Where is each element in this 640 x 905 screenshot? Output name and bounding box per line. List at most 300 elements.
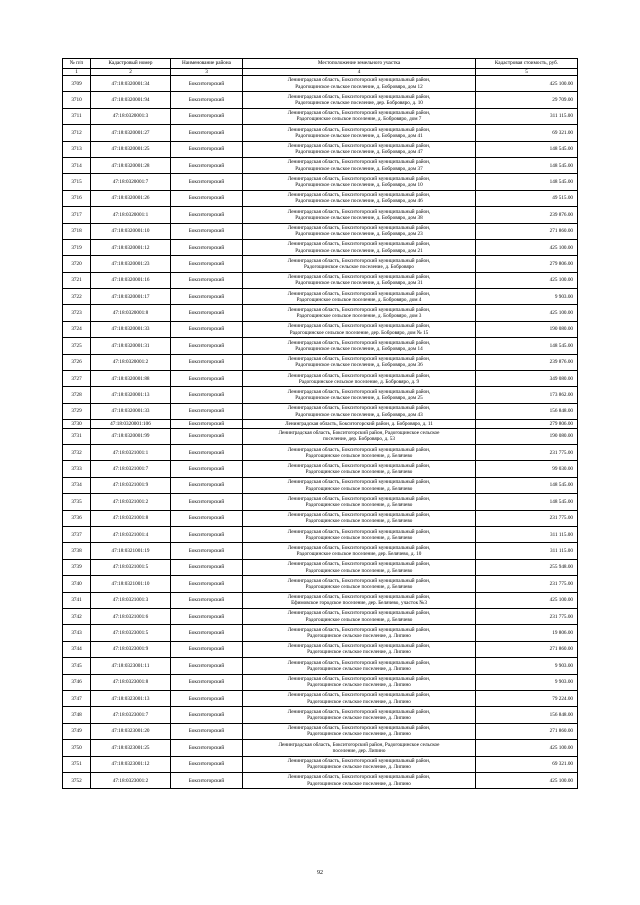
table-row bbox=[63, 92, 578, 108]
table-row bbox=[63, 674, 578, 690]
table-row bbox=[63, 723, 578, 739]
cadastral-number-cell: 47:18:0320001:33 bbox=[91, 403, 171, 419]
location-cell bbox=[243, 625, 476, 641]
location-line: Ленинградская область, Бокситогорский муниципальный район, bbox=[287, 110, 431, 117]
location-cell bbox=[243, 338, 476, 354]
location-line: Радогощинское сельское поселение, д. Белячево bbox=[305, 567, 413, 574]
location-line: Радогощинское сельское поселение, д. Бобровяро, дом 41 bbox=[295, 132, 423, 139]
cadastral-number-cell: 47:18:0320001:8 bbox=[91, 305, 171, 321]
cadastral-number-cell: 47:18:0321001:3 bbox=[91, 592, 171, 608]
location-line: Радогощинское сельское поселение, д. Липино bbox=[307, 780, 411, 787]
location-line: Ефимовское городское поселение, дер. Белячево, участок №3 bbox=[291, 600, 427, 607]
cadastral-number-cell: 47:18:0320001:31 bbox=[91, 338, 171, 354]
district-name-cell: Бокситогорский bbox=[171, 592, 243, 608]
cadastral-number-cell: 47:18:0321001:19 bbox=[91, 543, 171, 559]
cadastral-value-cell: 279 806.00 bbox=[476, 256, 578, 272]
district-name-cell: Бокситогорский bbox=[171, 625, 243, 641]
row-number-cell: 3749 bbox=[63, 723, 91, 739]
table-row bbox=[63, 494, 578, 510]
cadastral-number-cell: 47:18:0321001:6 bbox=[91, 609, 171, 625]
cadastral-number-cell: 47:18:0323001:7 bbox=[91, 707, 171, 723]
location-cell bbox=[243, 609, 476, 625]
cadastral-number-cell: 47:18:0321001:10 bbox=[91, 576, 171, 592]
location-line: Радогощинское сельское поселение, д. Бобровяро, дом 38 bbox=[295, 214, 423, 221]
district-name-cell: Бокситогорский bbox=[171, 371, 243, 387]
table-row bbox=[63, 527, 578, 543]
cadastral-value-cell: 271 860.00 bbox=[476, 641, 578, 657]
row-number-cell: 3728 bbox=[63, 387, 91, 403]
location-cell bbox=[243, 207, 476, 223]
row-number-cell: 3748 bbox=[63, 707, 91, 723]
district-name-cell: Бокситогорский bbox=[171, 609, 243, 625]
location-line: Радогощинское сельское поселение, д. Бобровяро, дом 46 bbox=[295, 198, 423, 205]
location-line: Ленинградская область, Бокситогорский муниципальный район, bbox=[287, 528, 431, 535]
cadastral-number-cell: 47:18:0320001:94 bbox=[91, 92, 171, 108]
table-row bbox=[63, 707, 578, 723]
row-number-cell: 3724 bbox=[63, 321, 91, 337]
table-row bbox=[63, 641, 578, 657]
row-number-cell: 3714 bbox=[63, 157, 91, 173]
cadastral-value-cell: 148 545.00 bbox=[476, 338, 578, 354]
row-number-cell: 3751 bbox=[63, 756, 91, 772]
cadastral-value-cell: 148 545.00 bbox=[476, 141, 578, 157]
cadastral-value-cell: 231 775.00 bbox=[476, 445, 578, 461]
row-number-cell: 3752 bbox=[63, 772, 91, 788]
cadastral-number-cell: 47:18:0320001:25 bbox=[91, 141, 171, 157]
cadastral-value-cell: 231 775.00 bbox=[476, 510, 578, 526]
location-cell bbox=[243, 272, 476, 288]
cadastral-value-cell: 349 080.00 bbox=[476, 371, 578, 387]
cadastral-number-cell: 47:18:0320001:26 bbox=[91, 190, 171, 206]
location-line: Радогощинское сельское поселение, д. Липино bbox=[307, 715, 411, 722]
cadastral-value-cell: 148 545.00 bbox=[476, 157, 578, 173]
location-cell bbox=[243, 174, 476, 190]
location-cell bbox=[243, 543, 476, 559]
row-number-cell: 3718 bbox=[63, 223, 91, 239]
column-index: 1 bbox=[63, 68, 91, 76]
cadastral-number-cell: 47:18:0323001:25 bbox=[91, 740, 171, 756]
table-row bbox=[63, 772, 578, 788]
cadastral-value-cell: 49 515.00 bbox=[476, 190, 578, 206]
location-line: Ленинградская область, Бокситогорский муниципальный район, bbox=[287, 725, 431, 732]
location-cell bbox=[243, 740, 476, 756]
district-name-cell: Бокситогорский bbox=[171, 527, 243, 543]
district-name-cell: Бокситогорский bbox=[171, 256, 243, 272]
district-name-cell: Бокситогорский bbox=[171, 420, 243, 429]
cadastral-value-cell: 9 903.00 bbox=[476, 289, 578, 305]
location-line: Радогощинское сельское поселение, дер. Бобровяро, дом № 15 bbox=[289, 329, 429, 336]
row-number-cell: 3713 bbox=[63, 141, 91, 157]
table-row bbox=[63, 354, 578, 370]
location-cell bbox=[243, 403, 476, 419]
location-line: Ленинградская область, Бокситогорский муниципальный район, bbox=[287, 544, 431, 551]
cadastral-number-cell: 47:18:0321001:9 bbox=[91, 477, 171, 493]
cadastral-value-cell: 255 948.00 bbox=[476, 559, 578, 575]
row-number-cell: 3709 bbox=[63, 76, 91, 92]
location-line: Ленинградская область, Бокситогорский муниципальный район, bbox=[287, 659, 431, 666]
location-line: Радогощинское сельское поселение, д. Бобровяро, дом 12 bbox=[295, 83, 423, 90]
location-line: Радогощинское сельское поселение, д. Белячево bbox=[305, 616, 413, 623]
cadastral-number-cell: 47:18:0320001:7 bbox=[91, 174, 171, 190]
location-line: Ленинградская область, Бокситогорский муниципальный район, bbox=[287, 388, 431, 395]
cadastral-value-cell: 425 100.00 bbox=[476, 272, 578, 288]
location-cell bbox=[243, 772, 476, 788]
table-row bbox=[63, 289, 578, 305]
row-number-cell: 3719 bbox=[63, 239, 91, 255]
page-number: 92 bbox=[317, 870, 323, 876]
location-line: поселение, дер. Бобровяро, д. 53 bbox=[322, 436, 395, 443]
row-number-cell: 3721 bbox=[63, 272, 91, 288]
cadastral-value-cell: 425 100.00 bbox=[476, 239, 578, 255]
district-name-cell: Бокситогорский bbox=[171, 772, 243, 788]
table-row bbox=[63, 223, 578, 239]
location-cell bbox=[243, 461, 476, 477]
location-line: Радогощинское сельское поселение, д. Липино bbox=[307, 665, 411, 672]
district-name-cell: Бокситогорский bbox=[171, 559, 243, 575]
cadastral-value-cell: 69 321.00 bbox=[476, 756, 578, 772]
cadastral-number-cell: 47:18:0323001:2 bbox=[91, 772, 171, 788]
column-index: 3 bbox=[171, 68, 243, 76]
row-number-cell: 3736 bbox=[63, 510, 91, 526]
cadastral-number-cell: 47:18:0320001:23 bbox=[91, 256, 171, 272]
row-number-cell: 3744 bbox=[63, 641, 91, 657]
table-row bbox=[63, 756, 578, 772]
table-row bbox=[63, 428, 578, 444]
cadastral-number-cell: 47:18:0320001:28 bbox=[91, 157, 171, 173]
location-line: Радогощинское сельское поселение, д. Липино bbox=[307, 682, 411, 689]
location-cell bbox=[243, 477, 476, 493]
district-name-cell: Бокситогорский bbox=[171, 272, 243, 288]
table-row bbox=[63, 559, 578, 575]
column-index: 2 bbox=[91, 68, 171, 76]
table-row bbox=[63, 445, 578, 461]
cadastral-number-cell: 47:18:0320001:34 bbox=[91, 76, 171, 92]
header-row-number: № п/п bbox=[63, 59, 91, 69]
location-cell bbox=[243, 756, 476, 772]
cadastral-number-cell: 47:18:0320001:13 bbox=[91, 387, 171, 403]
cadastral-value-cell: 156 848.00 bbox=[476, 403, 578, 419]
location-cell bbox=[243, 141, 476, 157]
cadastral-number-cell: 47:18:0320001:99 bbox=[91, 428, 171, 444]
location-line: Ленинградская область, Бокситогорский муниципальный район, bbox=[287, 774, 431, 781]
cadastral-number-cell: 47:18:0320001:106 bbox=[91, 420, 171, 429]
district-name-cell: Бокситогорский bbox=[171, 321, 243, 337]
cadastral-number-cell: 47:18:0323001:9 bbox=[91, 641, 171, 657]
cadastral-value-cell: 311 115.00 bbox=[476, 543, 578, 559]
cadastral-value-cell: 190 080.00 bbox=[476, 428, 578, 444]
location-line: Радогощинское сельское поселение, д. Белячево bbox=[305, 485, 413, 492]
table-row bbox=[63, 543, 578, 559]
row-number-cell: 3710 bbox=[63, 92, 91, 108]
table-row bbox=[63, 305, 578, 321]
location-cell bbox=[243, 658, 476, 674]
row-number-cell: 3750 bbox=[63, 740, 91, 756]
district-name-cell: Бокситогорский bbox=[171, 641, 243, 657]
cadastral-value-cell: 19 806.00 bbox=[476, 625, 578, 641]
location-cell bbox=[243, 76, 476, 92]
location-line: Радогощинское сельское поселение, д. Бобровяро, дом 23 bbox=[295, 231, 423, 238]
location-line: Ленинградская область, Бокситогорский муниципальный район, bbox=[287, 225, 431, 231]
location-line: Радогощинское сельское поселение, д. Липино bbox=[307, 764, 411, 771]
cadastral-value-cell: 425 100.00 bbox=[476, 740, 578, 756]
table-row bbox=[63, 690, 578, 706]
location-cell bbox=[243, 371, 476, 387]
district-name-cell: Бокситогорский bbox=[171, 740, 243, 756]
location-line: Ленинградская область, Бокситогорский муниципальный район, bbox=[287, 479, 431, 486]
location-line: Радогощинское сельское поселение, д. Бобровяро, дом 14 bbox=[295, 345, 423, 352]
location-line: Ленинградская область, Бокситогорский муниципальный район, bbox=[287, 93, 431, 100]
location-line: Ленинградская область, Бокситогорский муниципальный район, bbox=[287, 758, 431, 764]
location-line: Ленинградская область, Бокситогорский муниципальный район, bbox=[287, 175, 431, 182]
location-line: Ленинградская область, Бокситогорский муниципальный район, bbox=[287, 323, 431, 330]
cadastral-value-table bbox=[62, 58, 578, 789]
row-number-cell: 3732 bbox=[63, 445, 91, 461]
location-line: Ленинградская область, Бокситогорский муниципальный район, bbox=[287, 561, 431, 568]
location-line: Радогощинское сельское поселение, д. Бобровяро, дом 37 bbox=[295, 165, 423, 172]
location-line: Радогощинское сельское поселение, дер. Белячево, д. 10 bbox=[296, 551, 422, 558]
row-number-cell: 3743 bbox=[63, 625, 91, 641]
cadastral-value-cell: 148 545.00 bbox=[476, 477, 578, 493]
cadastral-number-cell: 47:18:0323001:13 bbox=[91, 690, 171, 706]
location-line: Ленинградская область, Бокситогорский муниципальный район, bbox=[287, 692, 431, 699]
location-line: поселение, дер. Липино bbox=[332, 747, 386, 754]
location-line: Ленинградская область, Бокситогорский муниципальный район, bbox=[287, 77, 431, 84]
row-number-cell: 3738 bbox=[63, 543, 91, 559]
table-row bbox=[63, 174, 578, 190]
location-cell bbox=[243, 125, 476, 141]
location-cell bbox=[243, 157, 476, 173]
table-row bbox=[63, 403, 578, 419]
district-name-cell: Бокситогорский bbox=[171, 461, 243, 477]
cadastral-value-cell: 425 100.00 bbox=[476, 76, 578, 92]
location-line: Радогощинское сельское поселение, д. Бобровяро, дом 3 bbox=[296, 313, 422, 320]
table-row bbox=[63, 239, 578, 255]
location-line: Ленинградская область, Бокситогорский район, д. Бобровяро, д. 11 bbox=[285, 420, 433, 427]
cadastral-number-cell: 47:18:0320001:88 bbox=[91, 371, 171, 387]
location-cell bbox=[243, 289, 476, 305]
location-line: Ленинградская область, Бокситогорский муниципальный район, bbox=[287, 594, 431, 601]
location-line: Ленинградская область, Бокситогорский муниципальный район, bbox=[287, 708, 431, 715]
table-row bbox=[63, 108, 578, 124]
row-number-cell: 3741 bbox=[63, 592, 91, 608]
cadastral-number-cell: 47:18:0321001:2 bbox=[91, 494, 171, 510]
table-row bbox=[63, 338, 578, 354]
cadastral-number-cell: 47:18:0320001:1 bbox=[91, 207, 171, 223]
location-line: Ленинградская область, Бокситогорский муниципальный район, bbox=[287, 274, 431, 281]
row-number-cell: 3745 bbox=[63, 658, 91, 674]
table-row bbox=[63, 510, 578, 526]
table-header-row bbox=[63, 59, 578, 69]
table-row bbox=[63, 625, 578, 641]
table-row bbox=[63, 190, 578, 206]
district-name-cell: Бокситогорский bbox=[171, 174, 243, 190]
district-name-cell: Бокситогорский bbox=[171, 354, 243, 370]
row-number-cell: 3722 bbox=[63, 289, 91, 305]
row-number-cell: 3746 bbox=[63, 674, 91, 690]
cadastral-value-cell: 425 100.00 bbox=[476, 772, 578, 788]
location-line: Радогощинское сельское поселение, д. Бобровяро, дом 43 bbox=[295, 411, 423, 418]
row-number-cell: 3727 bbox=[63, 371, 91, 387]
column-index-row bbox=[63, 68, 578, 76]
cadastral-value-cell: 99 030.00 bbox=[476, 461, 578, 477]
table-row bbox=[63, 609, 578, 625]
district-name-cell: Бокситогорский bbox=[171, 658, 243, 674]
district-name-cell: Бокситогорский bbox=[171, 157, 243, 173]
location-line: Радогощинское сельское поселение, д. Белячево bbox=[305, 469, 413, 476]
cadastral-value-cell: 425 100.00 bbox=[476, 305, 578, 321]
row-number-cell: 3723 bbox=[63, 305, 91, 321]
table-row bbox=[63, 76, 578, 92]
location-line: Радогощинское сельское поселение, д. Бобровяро, дом 7 bbox=[296, 116, 422, 123]
row-number-cell: 3725 bbox=[63, 338, 91, 354]
district-name-cell: Бокситогорский bbox=[171, 305, 243, 321]
location-line: Радогощинское сельское поселение, д. Белячево bbox=[305, 534, 413, 541]
location-line: Радогощинское сельское поселение, д. Бобровяро, дом 47 bbox=[295, 149, 423, 156]
cadastral-value-cell: 69 321.00 bbox=[476, 125, 578, 141]
header-district-name: Наименование района bbox=[171, 59, 243, 69]
location-line: Ленинградская область, Бокситогорский муниципальный район, bbox=[287, 626, 431, 633]
table-row bbox=[63, 576, 578, 592]
location-cell bbox=[243, 445, 476, 461]
table-row bbox=[63, 477, 578, 493]
cadastral-number-cell: 47:18:0323001:11 bbox=[91, 658, 171, 674]
cadastral-number-cell: 47:18:0321001:5 bbox=[91, 559, 171, 575]
district-name-cell: Бокситогорский bbox=[171, 510, 243, 526]
cadastral-number-cell: 47:18:0321001:1 bbox=[91, 445, 171, 461]
location-line: Радогощинское сельское поселение, д. Бобровяро, д. 9 bbox=[298, 378, 420, 385]
cadastral-value-cell: 148 545.00 bbox=[476, 174, 578, 190]
cadastral-value-cell: 156 848.00 bbox=[476, 707, 578, 723]
location-line: Ленинградская область, Бокситогорский район, Радогощинское сельское bbox=[278, 741, 440, 748]
row-number-cell: 3734 bbox=[63, 477, 91, 493]
location-line: Ленинградская область, Бокситогорский муниципальный район, bbox=[287, 676, 431, 683]
row-number-cell: 3731 bbox=[63, 428, 91, 444]
location-cell bbox=[243, 108, 476, 124]
location-line: Радогощинское сельское поселение, д. Бобровяро, дом 36 bbox=[295, 362, 423, 369]
location-line: Ленинградская область, Бокситогорский муниципальный район, bbox=[287, 610, 431, 617]
row-number-cell: 3739 bbox=[63, 559, 91, 575]
table-row bbox=[63, 658, 578, 674]
location-line: Радогощинское сельское поселение, д. Бобровяро, дом 21 bbox=[295, 247, 423, 254]
row-number-cell: 3712 bbox=[63, 125, 91, 141]
column-index: 4 bbox=[243, 68, 476, 76]
district-name-cell: Бокситогорский bbox=[171, 108, 243, 124]
table-row bbox=[63, 740, 578, 756]
cadastral-value-cell: 190 080.00 bbox=[476, 321, 578, 337]
row-number-cell: 3737 bbox=[63, 527, 91, 543]
location-line: Ленинградская область, Бокситогорский муниципальный район, bbox=[287, 143, 431, 150]
table-row bbox=[63, 256, 578, 272]
district-name-cell: Бокситогорский bbox=[171, 756, 243, 772]
cadastral-value-cell: 79 224.00 bbox=[476, 690, 578, 706]
table-row bbox=[63, 272, 578, 288]
location-cell bbox=[243, 723, 476, 739]
location-cell bbox=[243, 494, 476, 510]
location-line: Радогощинское сельское поселение, д. Бобровяро, дом 31 bbox=[295, 280, 423, 287]
cadastral-number-cell: 47:18:0323001:12 bbox=[91, 756, 171, 772]
district-name-cell: Бокситогорский bbox=[171, 690, 243, 706]
cadastral-number-cell: 47:18:0321001:4 bbox=[91, 527, 171, 543]
district-name-cell: Бокситогорский bbox=[171, 76, 243, 92]
location-line: Радогощинское сельское поселение, д. Липино bbox=[307, 698, 411, 705]
district-name-cell: Бокситогорский bbox=[171, 576, 243, 592]
table-row bbox=[63, 321, 578, 337]
row-number-cell: 3711 bbox=[63, 108, 91, 124]
row-number-cell: 3716 bbox=[63, 190, 91, 206]
table-row bbox=[63, 387, 578, 403]
location-line: Радогощинское сельское поселение, д. Белячево bbox=[305, 583, 413, 590]
district-name-cell: Бокситогорский bbox=[171, 707, 243, 723]
cadastral-value-cell: 9 903.00 bbox=[476, 658, 578, 674]
location-line: Ленинградская область, Бокситогорский муниципальный район, bbox=[287, 372, 431, 379]
district-name-cell: Бокситогорский bbox=[171, 674, 243, 690]
table-row bbox=[63, 461, 578, 477]
cadastral-number-cell: 47:18:0320001:17 bbox=[91, 289, 171, 305]
location-line: Радогощинское сельское поселение, д. Белячево bbox=[305, 501, 413, 508]
row-number-cell: 3715 bbox=[63, 174, 91, 190]
location-line: Ленинградская область, Бокситогорский муниципальный район, bbox=[287, 306, 431, 313]
location-line: Ленинградская область, Бокситогорский муниципальный район, bbox=[287, 356, 431, 363]
cadastral-number-cell: 47:18:0320001:10 bbox=[91, 223, 171, 239]
district-name-cell: Бокситогорский bbox=[171, 125, 243, 141]
location-cell bbox=[243, 674, 476, 690]
cadastral-number-cell: 47:18:0321001:8 bbox=[91, 510, 171, 526]
location-line: Ленинградская область, Бокситогорский район, Радогощинское сельское bbox=[278, 430, 440, 437]
district-name-cell: Бокситогорский bbox=[171, 207, 243, 223]
district-name-cell: Бокситогорский bbox=[171, 141, 243, 157]
cadastral-value-cell: 231 775.00 bbox=[476, 609, 578, 625]
location-line: Ленинградская область, Бокситогорский муниципальный район, bbox=[287, 577, 431, 584]
table-row bbox=[63, 420, 578, 429]
location-line: Ленинградская область, Бокситогорский муниципальный район, bbox=[287, 446, 431, 453]
location-cell bbox=[243, 428, 476, 444]
row-number-cell: 3742 bbox=[63, 609, 91, 625]
location-cell bbox=[243, 707, 476, 723]
district-name-cell: Бокситогорский bbox=[171, 543, 243, 559]
cadastral-value-cell: 311 115.00 bbox=[476, 108, 578, 124]
cadastral-value-cell: 239 876.00 bbox=[476, 354, 578, 370]
cadastral-number-cell: 47:18:0320001:16 bbox=[91, 272, 171, 288]
row-number-cell: 3735 bbox=[63, 494, 91, 510]
header-cadastral-value: Кадастровая стоимость, руб. bbox=[476, 59, 578, 69]
location-cell bbox=[243, 256, 476, 272]
location-cell bbox=[243, 641, 476, 657]
location-cell bbox=[243, 190, 476, 206]
cadastral-number-cell: 47:18:0323001:8 bbox=[91, 674, 171, 690]
district-name-cell: Бокситогорский bbox=[171, 338, 243, 354]
district-name-cell: Бокситогорский bbox=[171, 428, 243, 444]
location-cell bbox=[243, 510, 476, 526]
district-name-cell: Бокситогорский bbox=[171, 477, 243, 493]
location-line: Ленинградская область, Бокситогорский муниципальный район, bbox=[287, 339, 431, 346]
location-cell bbox=[243, 387, 476, 403]
cadastral-value-cell: 239 876.00 bbox=[476, 207, 578, 223]
location-line: Радогощинское сельское поселение, д. Бобровяро, дом 4 bbox=[296, 296, 422, 303]
district-name-cell: Бокситогорский bbox=[171, 387, 243, 403]
document-page bbox=[62, 58, 577, 789]
cadastral-value-cell: 9 903.00 bbox=[476, 674, 578, 690]
location-line: Радогощинское сельское поселение, д. Бобровяро bbox=[304, 263, 414, 270]
location-cell bbox=[243, 305, 476, 321]
table-row bbox=[63, 207, 578, 223]
location-line: Ленинградская область, Бокситогорский муниципальный район, bbox=[287, 159, 431, 166]
column-index: 5 bbox=[476, 68, 578, 76]
location-line: Радогощинское сельское поселение, д. Липино bbox=[307, 731, 411, 738]
location-line: Радогощинское сельское поселение, д. Белячево bbox=[305, 452, 413, 459]
row-number-cell: 3740 bbox=[63, 576, 91, 592]
cadastral-value-cell: 29 709.00 bbox=[476, 92, 578, 108]
location-line: Радогощинское сельское поселение, д. Липино bbox=[307, 649, 411, 656]
